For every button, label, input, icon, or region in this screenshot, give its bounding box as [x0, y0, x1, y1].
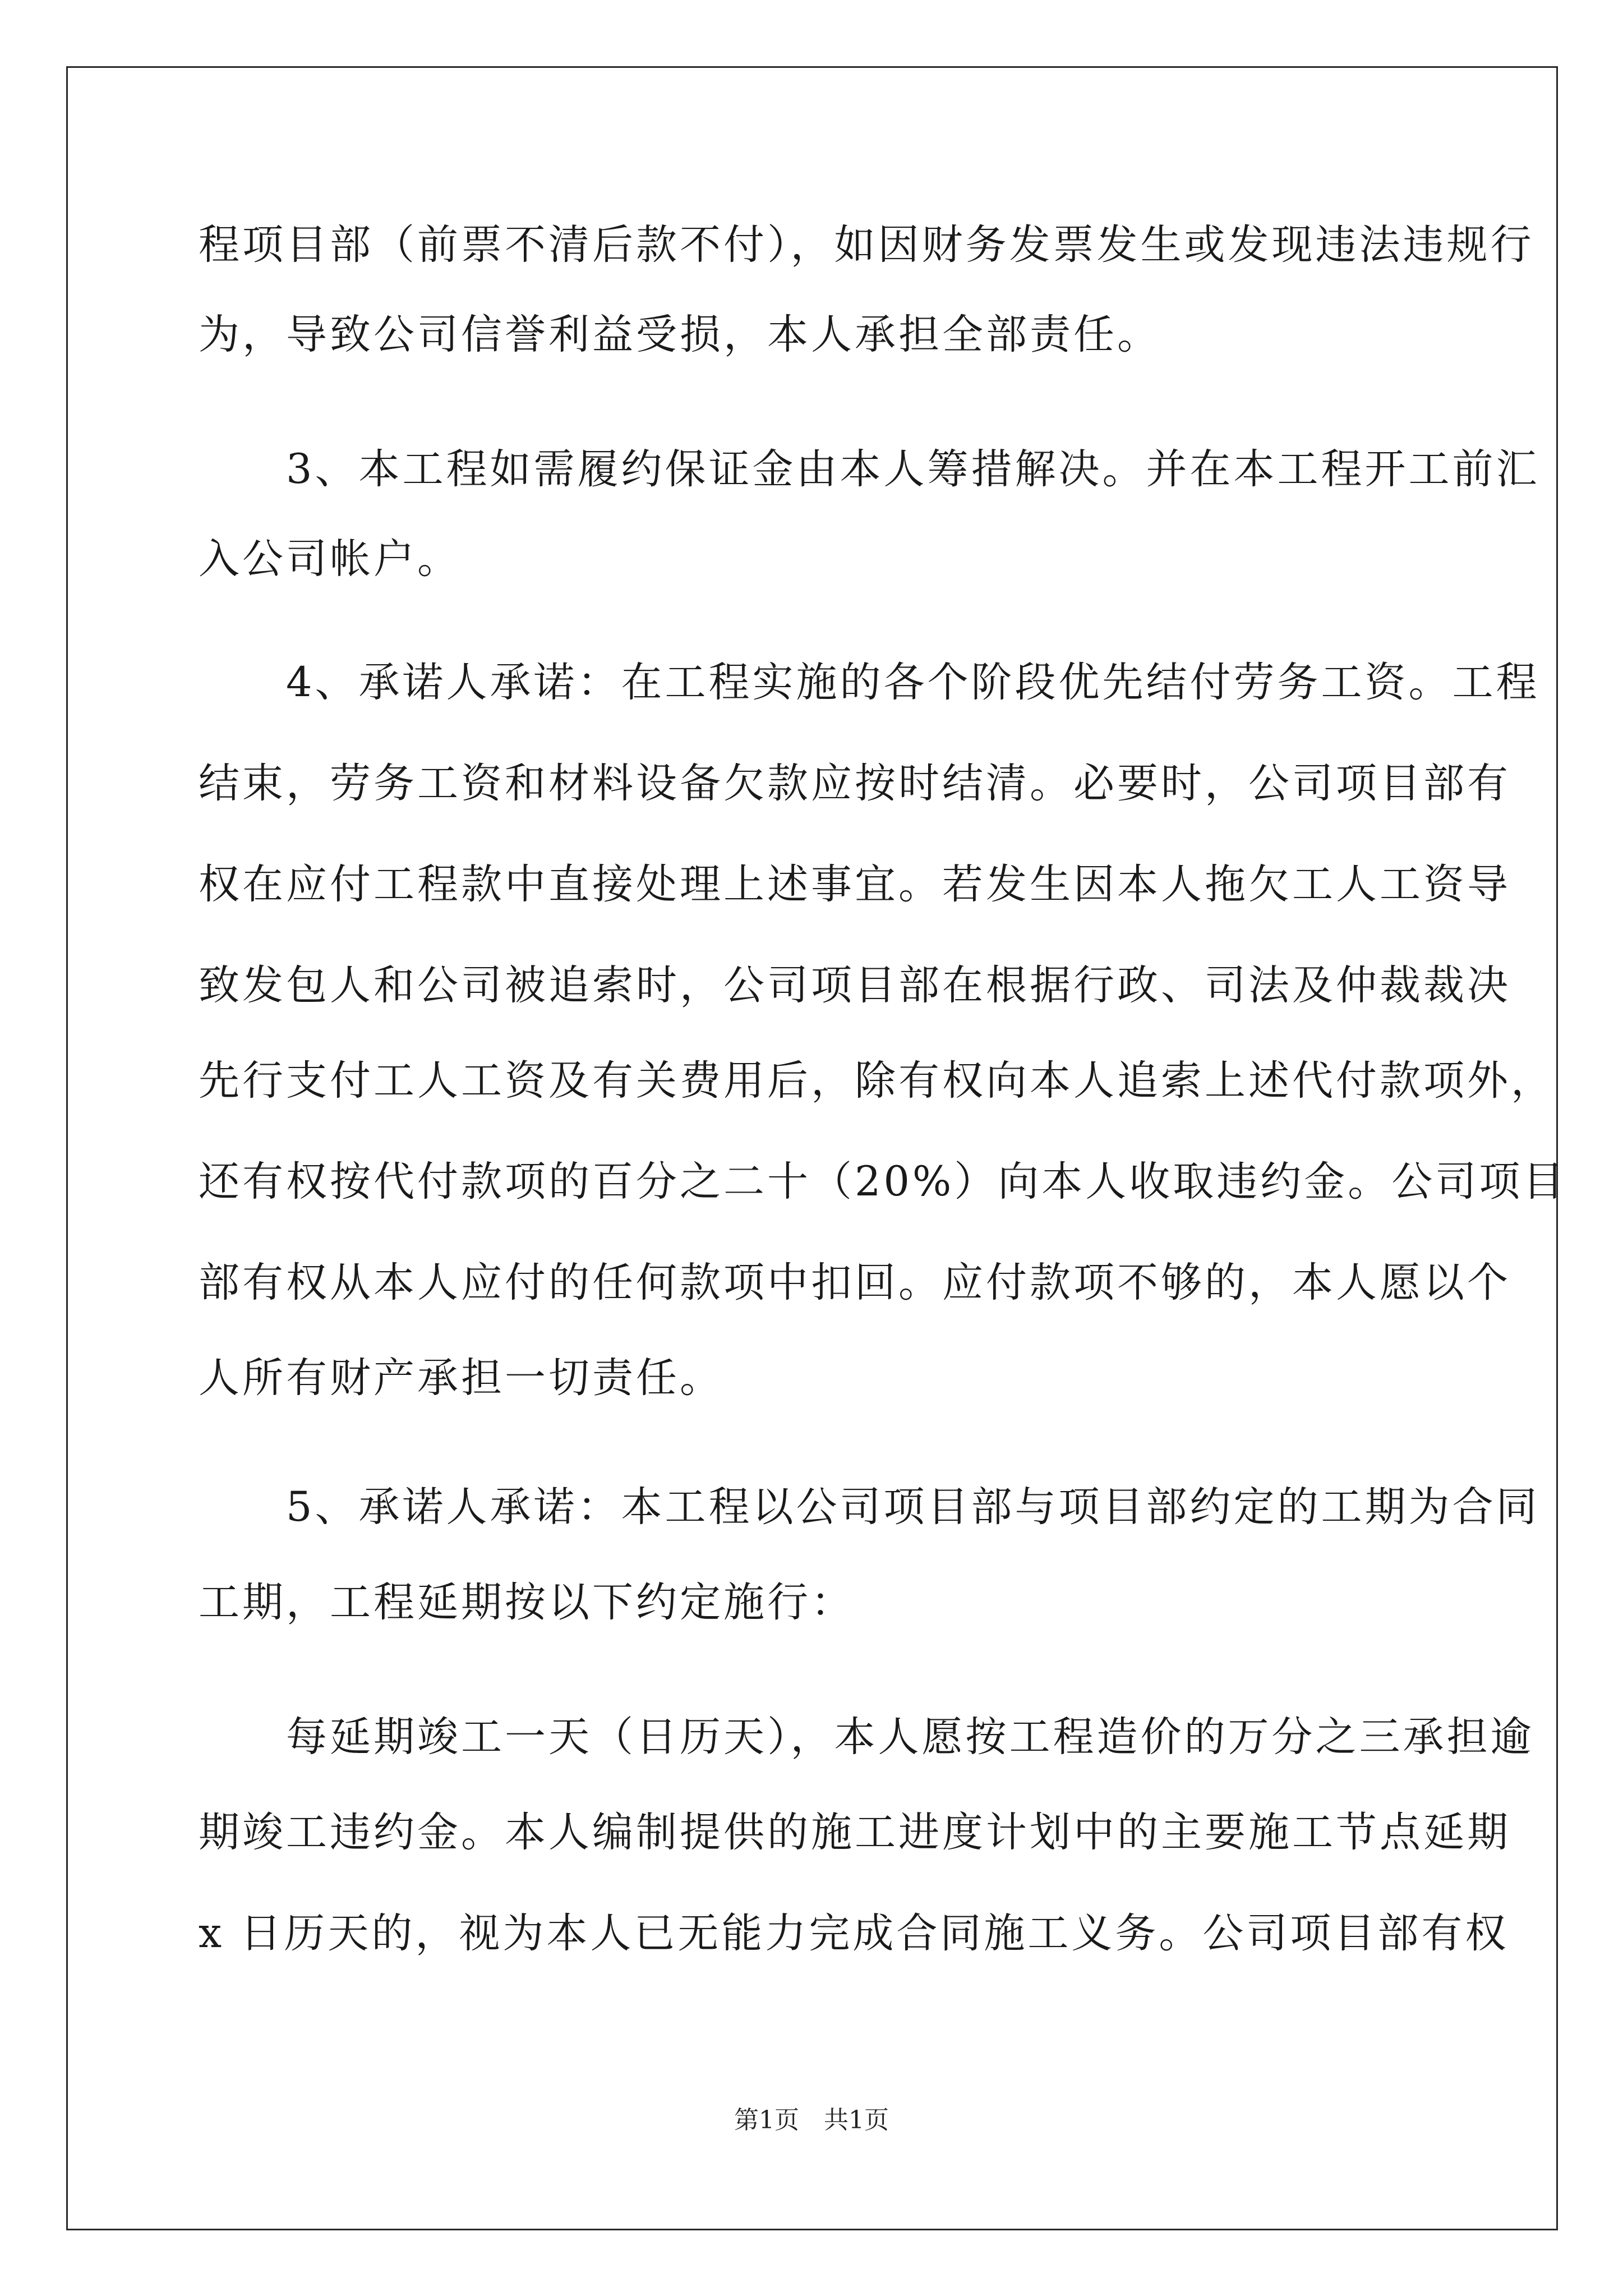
- page-footer: 第1页 共1页: [734, 2106, 889, 2134]
- text-line: 先行支付工人工资及有关费用后，除有权向本人追索上述代付款项外，: [199, 1057, 1555, 1105]
- text-line: 结束，劳务工资和材料设备欠款应按时结清。必要时，公司项目部有: [199, 760, 1511, 807]
- text-line: 入公司帐户。: [199, 535, 461, 583]
- text-line: 期竣工违约金。本人编制提供的施工进度计划中的主要施工节点延期: [199, 1809, 1511, 1856]
- paragraph-4-line: 4、承诺人承诺：在工程实施的各个阶段优先结付劳务工资。工程: [199, 659, 1540, 706]
- text-line: 权在应付工程款中直接处理上述事宜。若发生因本人拖欠工人工资导: [199, 861, 1511, 908]
- text-line: 工期，工程延期按以下约定施行：: [199, 1579, 855, 1626]
- paragraph-3-line: 3、本工程如需履约保证金由本人筹措解决。并在本工程开工前汇: [199, 445, 1540, 493]
- text-line: 部有权从本人应付的任何款项中扣回。应付款项不够的，本人愿以个: [199, 1259, 1511, 1306]
- text-line: 人所有财产承担一切责任。: [199, 1354, 723, 1402]
- text-line: 程项目部（前票不清后款不付），如因财务发票发生或发现违法违规行: [199, 221, 1534, 269]
- paragraph-6-line: 每延期竣工一天（日历天），本人愿按工程造价的万分之三承担逾: [199, 1713, 1534, 1761]
- page-border: [66, 66, 1558, 2230]
- paragraph-5-line: 5、承诺人承诺：本工程以公司项目部与项目部约定的工期为合同: [199, 1483, 1540, 1531]
- text-line: 为，导致公司信誉利益受损，本人承担全部责任。: [199, 311, 1161, 358]
- text-line: 还有权按代付款项的百分之二十（20%）向本人收取违约金。公司项目: [199, 1158, 1567, 1205]
- text-line: x 日历天的，视为本人已无能力完成合同施工义务。公司项目部有权: [199, 1910, 1509, 1957]
- text-line: 致发包人和公司被追索时，公司项目部在根据行政、司法及仲裁裁决: [199, 961, 1511, 1009]
